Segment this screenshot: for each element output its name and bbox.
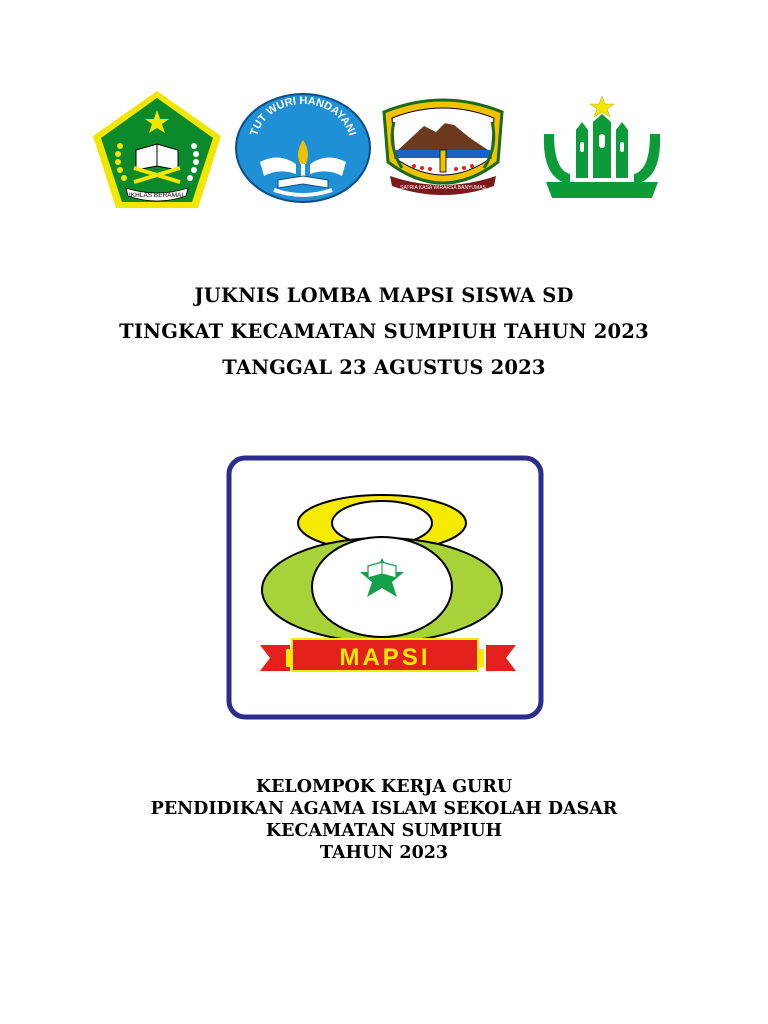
kemenag-motto: IKHLAS BERAMAL <box>129 192 185 199</box>
organizer-block <box>0 776 768 864</box>
organizer-line-1: KELOMPOK KERJA GURU <box>255 777 513 797</box>
organizer-line-2: PENDIDIKAN AGAMA ISLAM SEKOLAH DASAR <box>150 799 618 819</box>
tut-wuri-handayani-logo-icon <box>234 92 372 204</box>
kemenag-logo-icon <box>90 88 224 212</box>
mapsi-banner-text: MAPSI <box>339 644 431 671</box>
mapsi-logo-icon <box>226 455 544 720</box>
regency-seal-icon <box>374 92 512 204</box>
title-line-1: JUKNIS LOMBA MAPSI SISWA SD <box>194 284 574 307</box>
title-line-3: TANGGAL 23 AGUSTUS 2023 <box>222 356 546 379</box>
tut-wuri-motto: TUT WURI HANDAYANI <box>248 94 358 138</box>
organizer-line-4: TAHUN 2023 <box>319 843 449 863</box>
organizer-line-3: KECAMATAN SUMPIUH <box>265 821 503 841</box>
regency-motto: SATRIA KASA WIRARSA BANYUMAS <box>400 185 486 191</box>
document-title <box>0 278 768 386</box>
title-line-2: TINGKAT KECAMATAN SUMPIUH TAHUN 2023 <box>119 320 649 343</box>
mosque-emblem-icon <box>540 94 664 202</box>
logo-row <box>0 88 768 216</box>
